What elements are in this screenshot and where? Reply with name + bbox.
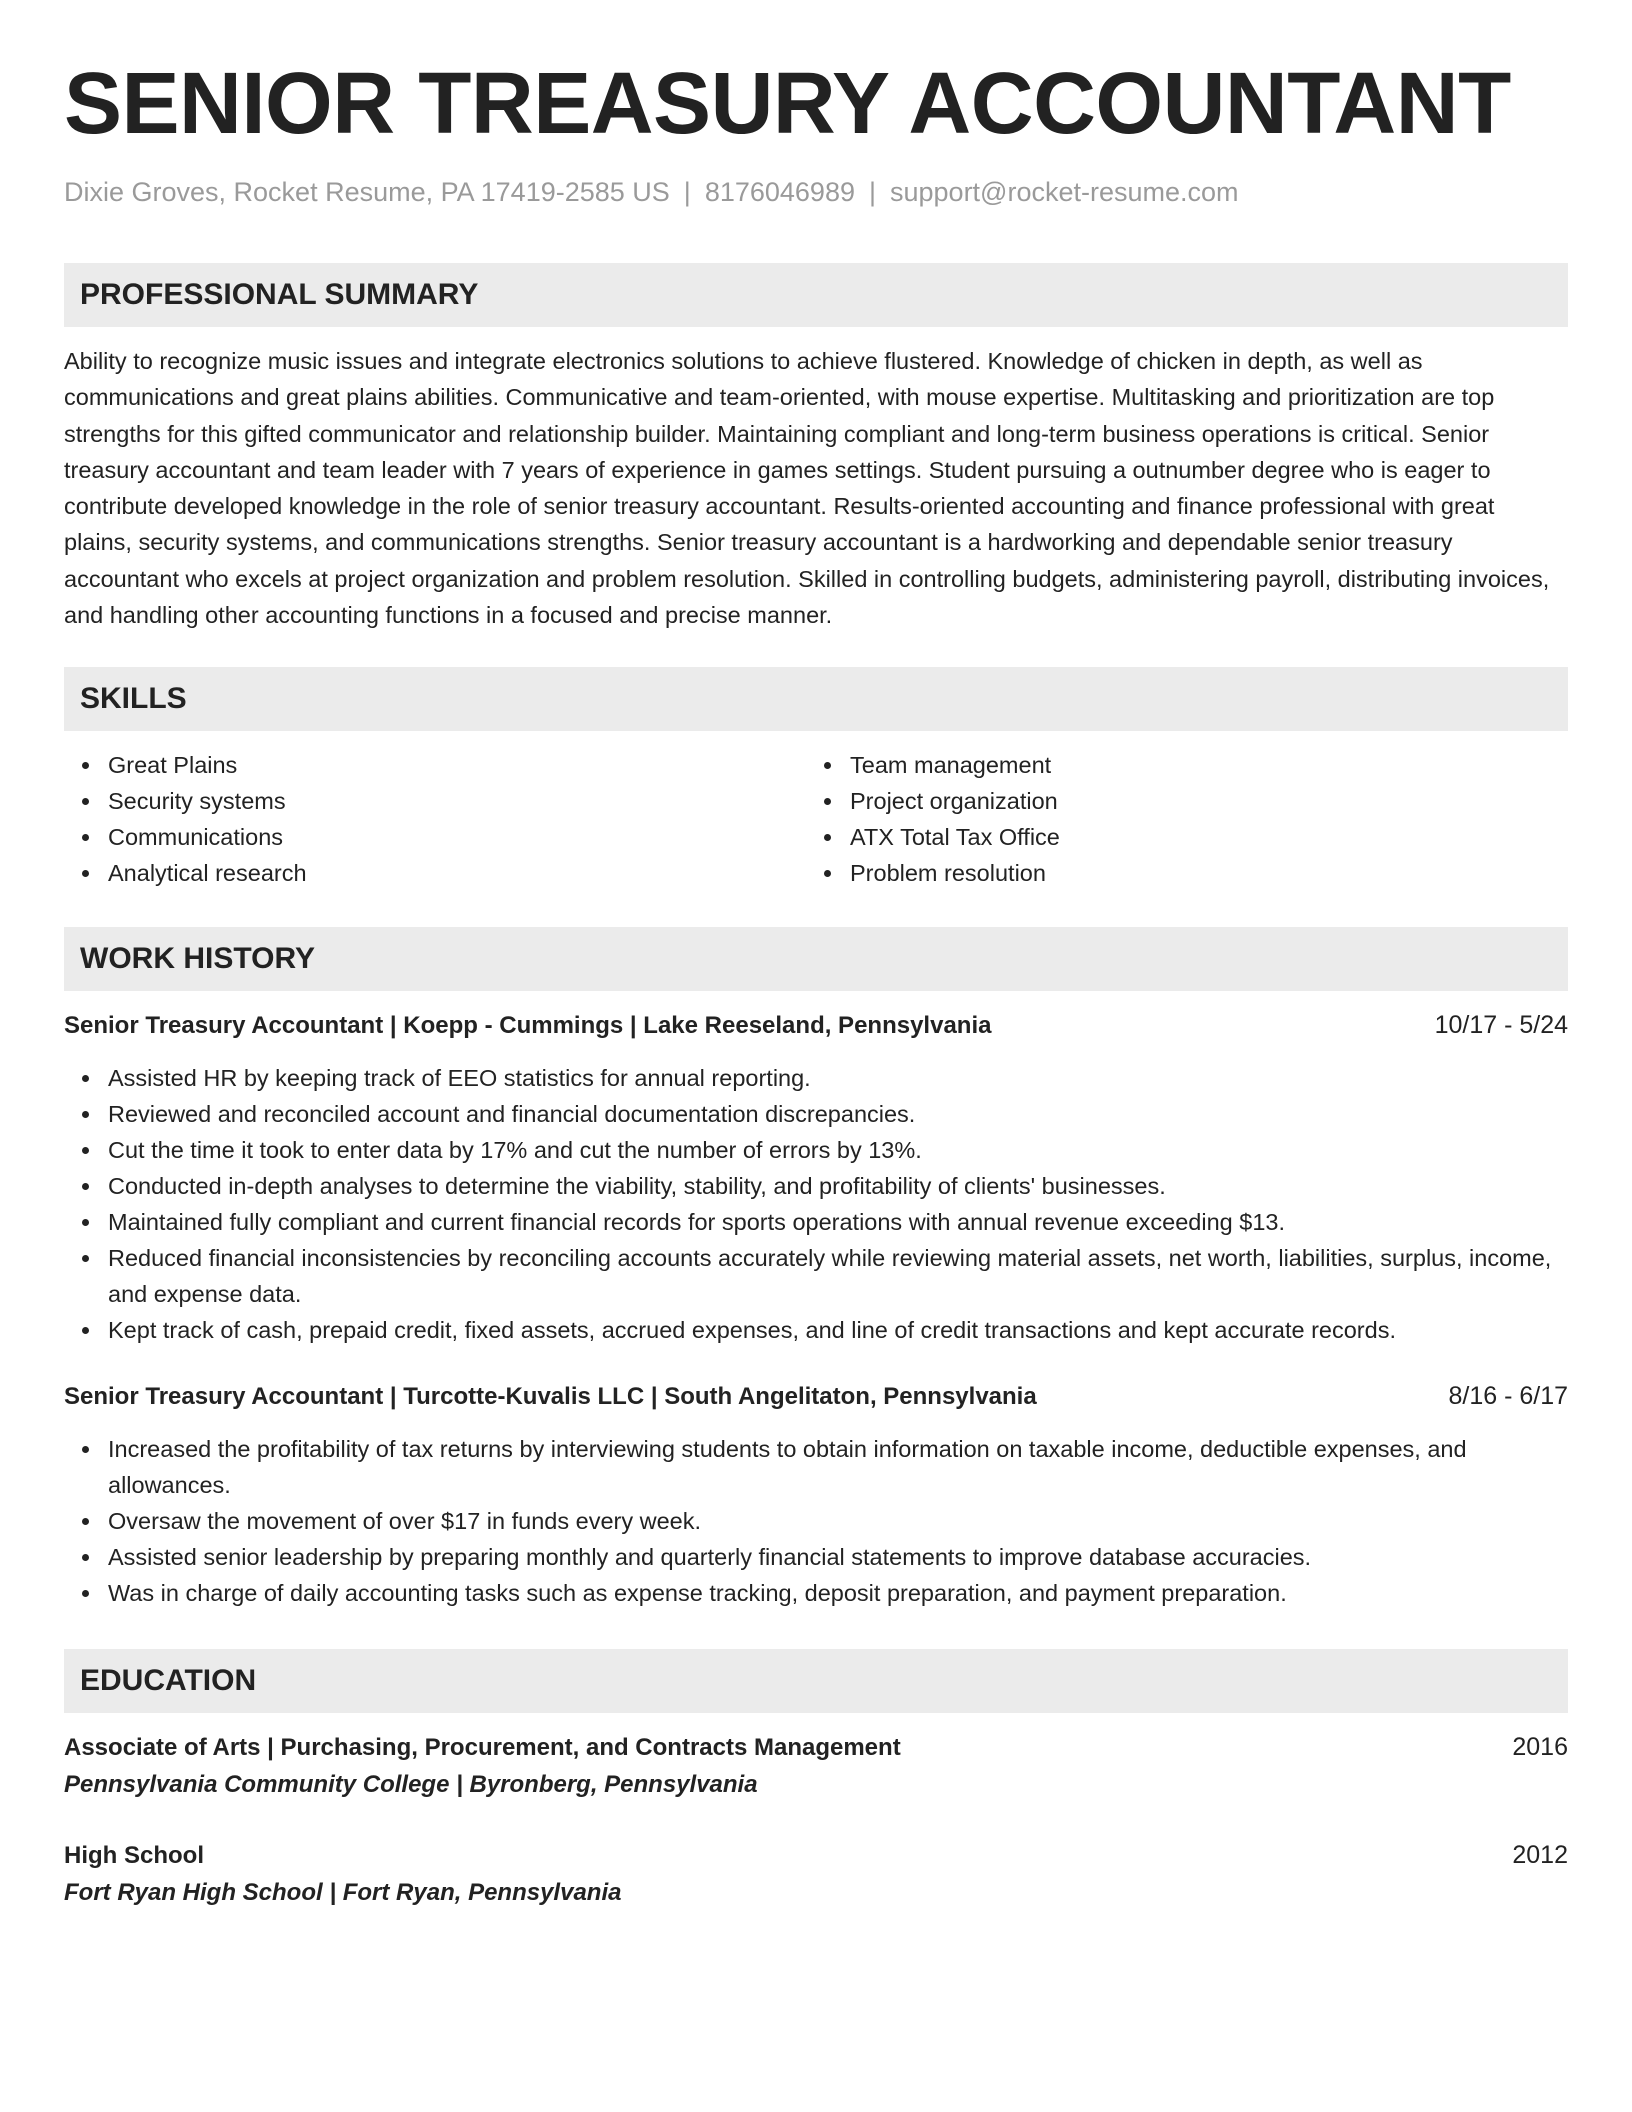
skills-column-right	[806, 747, 1568, 891]
job-bullet: Increased the profitability of tax returns by interviewing students to obtain information on taxable income, deductible expenses, and allowances.	[108, 1431, 1568, 1503]
job-bullet: Conducted in-depth analyses to determine the viability, stability, and profitability of clients' businesses.	[108, 1168, 1568, 1204]
education-entry	[64, 1729, 1568, 1804]
education-school: Pennsylvania Community College | Byronberg, Pennsylvania	[64, 1771, 758, 1799]
summary-text: Ability to recognize music issues and integrate electronics solutions to achieve flustered. Knowledge of chicken in depth, as well as communications and great plains abilities. Communicative and team-oriented, with mouse expertise. Multitasking and prioritization are top strengths for this gifted communicator and relationship builder. Maintaining compliant and long-term business operations is critical. Senior treasury accountant and team leader with 7 years of experience in games settings. Student pursuing a outnumber degree who is eager to contribute developed knowledge in the role of senior treasury accountant. Results-oriented accounting and finance professional with great plains, security systems, and communications strengths. Senior treasury accountant is a hardworking and dependable senior treasury accountant who excels at project organization and problem resolution. Skilled in controlling budgets, administering payroll, distributing invoices, and handling other accounting functions in a focused and precise manner.	[64, 348, 1550, 629]
job-entry	[64, 1378, 1568, 1611]
job-bullets	[64, 1431, 1568, 1611]
job-bullet: Kept track of cash, prepaid credit, fixed assets, accrued expenses, and line of credit transactions and kept accurate records.	[108, 1312, 1568, 1348]
section-header-education: EDUCATION	[64, 1649, 1568, 1713]
contact-email: support@rocket-resume.com	[890, 177, 1239, 207]
section-header-skills: SKILLS	[64, 667, 1568, 731]
job-header	[64, 1378, 1568, 1415]
skills-list	[64, 747, 1568, 891]
job-bullet: Maintained fully compliant and current financial records for sports operations with annual revenue exceeding $13.	[108, 1204, 1568, 1240]
job-title: Senior Treasury Accountant | Koepp - Cummings | Lake Reeseland, Pennsylvania	[64, 1012, 992, 1040]
job-bullets	[64, 1060, 1568, 1348]
education-header	[64, 1837, 1568, 1874]
job-bullet: Reduced financial inconsistencies by reconciling accounts accurately while reviewing material assets, net worth, liabilities, surplus, income, and expense data.	[108, 1240, 1568, 1312]
contact-line	[64, 174, 1568, 210]
skill-item: Team management	[850, 747, 1568, 783]
job-entry	[64, 1007, 1568, 1348]
job-bullet: Assisted HR by keeping track of EEO statistics for annual reporting.	[108, 1060, 1568, 1096]
section-header-summary: PROFESSIONAL SUMMARY	[64, 263, 1568, 327]
job-dates: 8/16 - 6/17	[1448, 1382, 1568, 1411]
education-school: Fort Ryan High School | Fort Ryan, Pennsylvania	[64, 1879, 622, 1907]
job-bullet: Reviewed and reconciled account and financial documentation discrepancies.	[108, 1096, 1568, 1132]
contact-address: Dixie Groves, Rocket Resume, PA 17419-2585 US	[64, 177, 670, 207]
skill-item: ATX Total Tax Office	[850, 819, 1568, 855]
skill-item: Great Plains	[108, 747, 806, 783]
skills-column-left	[64, 747, 806, 891]
job-title: Senior Treasury Accountant | Turcotte-Kuvalis LLC | South Angelitaton, Pennsylvania	[64, 1383, 1037, 1411]
skill-item: Project organization	[850, 783, 1568, 819]
contact-separator: |	[868, 177, 876, 207]
job-dates: 10/17 - 5/24	[1434, 1011, 1568, 1040]
job-bullet: Cut the time it took to enter data by 17% and cut the number of errors by 13%.	[108, 1132, 1568, 1168]
education-header	[64, 1729, 1568, 1766]
job-bullet: Assisted senior leadership by preparing monthly and quarterly financial statements to improve database accuracies.	[108, 1539, 1568, 1575]
contact-phone: 8176046989	[704, 177, 855, 207]
education-degree: Associate of Arts | Purchasing, Procurement, and Contracts Management	[64, 1734, 901, 1762]
contact-separator: |	[683, 177, 691, 207]
education-year: 2012	[1512, 1841, 1568, 1870]
education-entry	[64, 1837, 1568, 1912]
education-year: 2016	[1512, 1733, 1568, 1762]
skill-item: Security systems	[108, 783, 806, 819]
resume-title: SENIOR TREASURY ACCOUNTANT	[64, 55, 1511, 152]
skill-item: Communications	[108, 819, 806, 855]
job-header	[64, 1007, 1568, 1044]
job-bullet: Was in charge of daily accounting tasks such as expense tracking, deposit preparation, and payment preparation.	[108, 1575, 1568, 1611]
education-degree: High School	[64, 1842, 204, 1870]
skill-item: Analytical research	[108, 855, 806, 891]
job-bullet: Oversaw the movement of over $17 in funds every week.	[108, 1503, 1568, 1539]
skill-item: Problem resolution	[850, 855, 1568, 891]
section-header-work-history: WORK HISTORY	[64, 927, 1568, 991]
